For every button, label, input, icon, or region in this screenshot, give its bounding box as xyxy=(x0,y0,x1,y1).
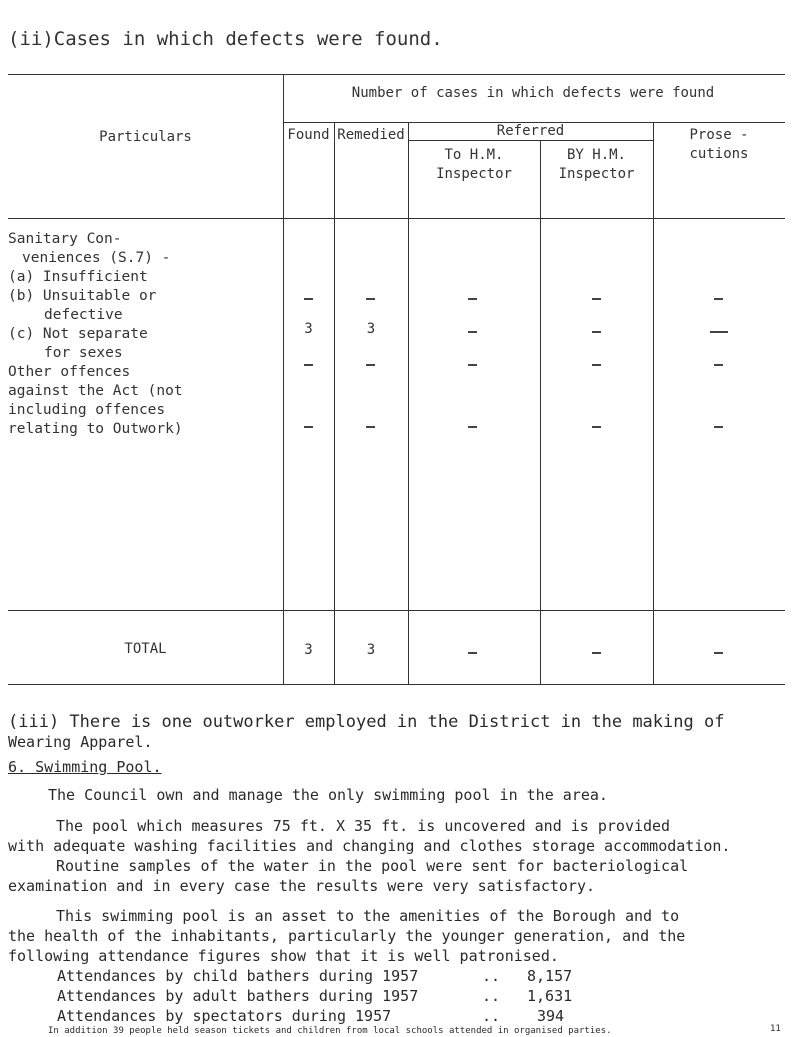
cell-a-prosecutions xyxy=(714,298,723,300)
attendance-adult: Attendances by adult bathers during 1957 .. 1,631 xyxy=(57,987,573,1005)
cell-c-remedied xyxy=(366,364,375,366)
table-top-rule xyxy=(8,74,785,75)
referred-header: Referred xyxy=(496,123,565,139)
header-bottom-rule xyxy=(8,218,785,219)
cell-total-found: 3 xyxy=(304,642,313,658)
col-divider xyxy=(283,74,284,684)
row-label-other-offences: Other offences against the Act (not including offences relating to Outwork) xyxy=(8,364,183,437)
col-divider xyxy=(408,122,409,684)
col-divider xyxy=(540,140,541,684)
page-number: 11 xyxy=(770,1024,781,1034)
attendance-spectators: Attendances by spectators during 1957 .. 394 xyxy=(57,1007,565,1025)
cell-a-by-hm xyxy=(592,298,601,300)
col-divider xyxy=(334,122,335,684)
cell-other-prosecutions xyxy=(714,426,723,428)
cell-total-remedied: 3 xyxy=(366,642,376,658)
row-label-total: TOTAL xyxy=(124,641,167,657)
cell-total-to-hm xyxy=(468,652,477,654)
cell-b-prosecutions xyxy=(710,331,728,333)
row-label-sanitary: Sanitary Con- veniences (S.7) - xyxy=(8,231,171,266)
cell-other-to-hm xyxy=(468,426,477,428)
cell-b-found: 3 xyxy=(304,321,313,337)
outworker-paragraph: (iii) There is one outworker employed in the District in the making of Wearing Apparel. xyxy=(8,712,725,751)
row-label-unsuitable: (b) Unsuitable or defective xyxy=(8,288,157,323)
cell-a-to-hm xyxy=(468,298,477,300)
attendance-child: Attendances by child bathers during 1957 .. 8,157 xyxy=(57,967,573,985)
prosecutions-header: Prose - cutions xyxy=(689,127,749,162)
particulars-header: Particulars xyxy=(99,129,192,145)
total-top-rule xyxy=(8,610,785,611)
cell-b-by-hm xyxy=(592,331,601,333)
group-header: Number of cases in which defects were found xyxy=(351,85,715,101)
section-6-title: 6. Swimming Pool. xyxy=(8,758,162,776)
pool-amenity: This swimming pool is an asset to the amenities of the Borough and to the health of the inhabitants, particularly the younger generation, and the following attendance figures show that it is well patronised. xyxy=(8,907,686,965)
row-label-not-separate: (c) Not separate for sexes xyxy=(8,326,148,361)
cell-other-by-hm xyxy=(592,426,601,428)
remedied-header: Remedied xyxy=(337,127,405,143)
cell-other-found xyxy=(304,426,313,428)
pool-description: The pool which measures 75 ft. X 35 ft. is uncovered and is provided with adequate washing facilities and changing and clothes storage accommodation. Routine samples of the water in the pool were sent for bacteriological examination and in every case the results were very satisfactory. xyxy=(8,817,731,895)
cell-c-found xyxy=(304,364,313,366)
season-tickets-paragraph: In addition 39 people held season tickets and children from local schools attended in organised parties. xyxy=(48,1026,612,1036)
row-label-insufficient: (a) Insufficient xyxy=(8,269,148,285)
cell-b-remedied: 3 xyxy=(366,321,376,337)
defects-table xyxy=(8,74,785,684)
section-heading: (ii)Cases in which defects were found. xyxy=(8,28,443,50)
pool-intro: The Council own and manage the only swimming pool in the area. xyxy=(48,786,608,804)
to-hm-inspector-header: To H.M. Inspector xyxy=(436,147,512,182)
cell-c-to-hm xyxy=(468,364,477,366)
by-hm-inspector-header: BY H.M. Inspector xyxy=(558,147,635,182)
cell-b-to-hm xyxy=(468,331,477,333)
table-bottom-rule xyxy=(8,684,785,685)
cell-a-remedied xyxy=(366,298,375,300)
cell-total-by-hm xyxy=(592,652,601,654)
found-header: Found xyxy=(287,127,330,143)
cell-c-prosecutions xyxy=(714,364,723,366)
cell-total-prosecutions xyxy=(714,652,723,654)
col-divider xyxy=(653,122,654,684)
cell-c-by-hm xyxy=(592,364,601,366)
cell-a-found xyxy=(304,298,313,300)
cell-other-remedied xyxy=(366,426,375,428)
